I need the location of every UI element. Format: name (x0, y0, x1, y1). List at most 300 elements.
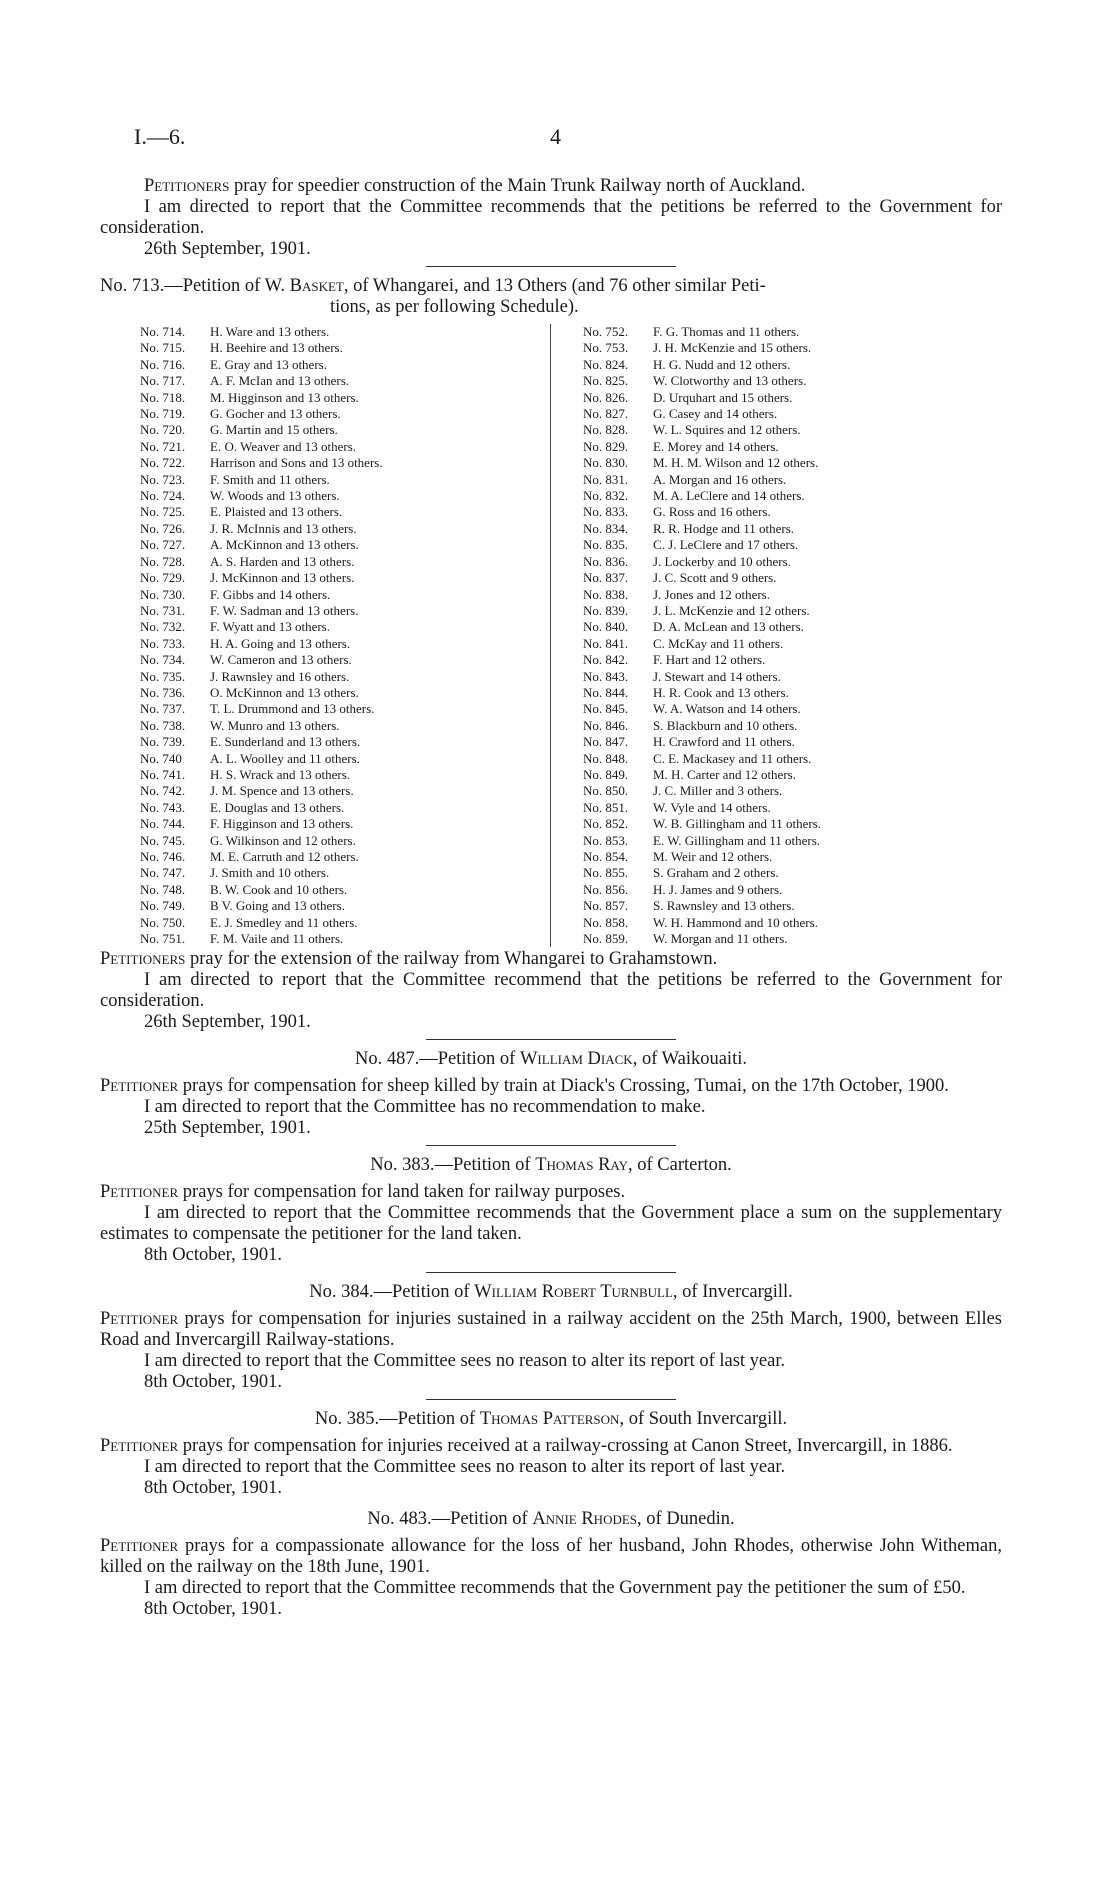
entry-number: No. 827. (583, 406, 629, 422)
entry-petitioner: J. Lockerby and 10 others. (653, 553, 791, 569)
entry-petitioner: J. C. Scott and 9 others. (653, 570, 777, 586)
heading-number: No. 483.—Petition of (367, 1509, 533, 1530)
schedule-entry (583, 390, 1002, 406)
schedule-entry (583, 422, 1002, 438)
entry-number: No. 719. (140, 406, 186, 422)
entry-number: No. 832. (583, 488, 629, 504)
entry-petitioner: F. Higginson and 13 others. (210, 816, 354, 832)
petitioner-name: William Diack (519, 1049, 633, 1070)
entry-petitioner: F. Smith and 11 others. (210, 471, 330, 487)
report-date: 25th September, 1901. (144, 1118, 311, 1139)
entry-number: No. 741. (140, 766, 186, 782)
entry-number: No. 846. (583, 717, 629, 733)
entry-number: No. 730. (140, 586, 186, 602)
entry-number: No. 837. (583, 570, 629, 586)
schedule-entry (140, 669, 550, 685)
entry-number: No. 834. (583, 520, 629, 536)
entry-number: No. 736. (140, 684, 186, 700)
schedule-entry (583, 685, 1002, 701)
entry-number: No. 729. (140, 570, 186, 586)
lead-word: Petitioner (100, 1436, 179, 1457)
entry-number: No. 838. (583, 586, 629, 602)
report-date: 26th September, 1901. (144, 239, 311, 259)
lead-word: Petitioner (100, 1182, 179, 1203)
entry-petitioner: J. Jones and 12 others. (653, 586, 770, 602)
entry-petitioner: W. L. Squires and 12 others. (653, 422, 801, 438)
heading-place: , of Invercargill. (672, 1282, 793, 1303)
schedule-entry (140, 324, 550, 340)
entry-petitioner: W. Munro and 13 others. (210, 717, 340, 733)
entry-petitioner: F. Hart and 12 others. (653, 652, 766, 668)
entry-petitioner: H. Crawford and 11 others. (653, 734, 795, 750)
entry-number: No. 833. (583, 504, 629, 520)
prayer-text: prays for compensation for injuries sustained in a railway accident on the 25th March, 1900, between Elles Road and Invercargill Railway-stations. (100, 1309, 1002, 1351)
report-paragraph: I am directed to report that the Committee sees no reason to alter its report of last year. (144, 1351, 786, 1372)
schedule-entry (140, 587, 550, 603)
prayer-paragraph (100, 1436, 1002, 1457)
lead-word: Petitioners (144, 176, 230, 196)
entry-number: No. 735. (140, 668, 186, 684)
entry-petitioner: G. Wilkinson and 12 others. (210, 832, 356, 848)
entry-number: No. 726. (140, 520, 186, 536)
schedule-entry (583, 669, 1002, 685)
schedule-entry (140, 718, 550, 734)
entry-petitioner: E. Douglas and 13 others. (210, 799, 345, 815)
section-petition-483 (100, 1509, 1002, 1620)
entry-number: No. 824. (583, 356, 629, 372)
entry-petitioner: G. Martin and 15 others. (210, 422, 338, 438)
lead-word: Petitioner (100, 1076, 179, 1097)
entry-number: No. 723. (140, 471, 186, 487)
schedule-entry (140, 783, 550, 799)
entry-petitioner: G. Ross and 16 others. (653, 504, 771, 520)
paper-reference: I.—6. (134, 124, 186, 149)
entry-number: No. 830. (583, 455, 629, 471)
entry-petitioner: M. H. M. Wilson and 12 others. (653, 455, 819, 471)
entry-petitioner: J. H. McKenzie and 15 others. (653, 340, 812, 356)
section-petition-383 (100, 1155, 1002, 1266)
entry-number: No. 734. (140, 652, 186, 668)
section-divider (426, 1145, 676, 1146)
heading-number: No. 385.—Petition of (314, 1409, 480, 1430)
heading-place: , of Carterton. (628, 1155, 732, 1176)
entry-petitioner: F. M. Vaile and 11 others. (210, 931, 344, 947)
entry-petitioner: Harrison and Sons and 13 others. (210, 455, 383, 471)
report-paragraph: I am directed to report that the Committee recommends that the Government pay the petitioner the sum of £50. (144, 1578, 966, 1599)
schedule-entry (140, 751, 550, 767)
section-divider (426, 1039, 676, 1040)
schedule-entry (583, 931, 1002, 947)
schedule-entry (583, 603, 1002, 619)
report-paragraph: I am directed to report that the Committee recommend that the petitions be referred to the Government for consideration. (100, 970, 1002, 1012)
entry-petitioner: O. McKinnon and 13 others. (210, 684, 359, 700)
heading-continuation: tions, as per following Schedule). (330, 297, 579, 317)
entry-petitioner: W. H. Hammond and 10 others. (653, 914, 818, 930)
petition-schedule (100, 324, 1002, 947)
schedule-entry (583, 472, 1002, 488)
schedule-entry (583, 324, 1002, 340)
entry-petitioner: A. S. Harden and 13 others. (210, 553, 355, 569)
schedule-entry (140, 357, 550, 373)
entry-petitioner: H. J. James and 9 others. (653, 881, 783, 897)
entry-number: No. 728. (140, 553, 186, 569)
schedule-entry (140, 603, 550, 619)
schedule-entry (583, 570, 1002, 586)
entry-petitioner: W. B. Gillingham and 11 others. (653, 816, 822, 832)
section-petition-385 (100, 1409, 1002, 1499)
entry-petitioner: D. Urquhart and 15 others. (653, 389, 793, 405)
entry-number: No. 751. (140, 931, 186, 947)
entry-number: No. 828. (583, 422, 629, 438)
entry-number: No. 859. (583, 931, 629, 947)
schedule-entry (140, 636, 550, 652)
entry-number: No. 716. (140, 356, 186, 372)
entry-number: No. 855. (583, 865, 629, 881)
entry-number: No. 745. (140, 832, 186, 848)
schedule-entry (140, 701, 550, 717)
entry-petitioner: G. Casey and 14 others. (653, 406, 778, 422)
lead-word: Petitioner (100, 1536, 179, 1557)
schedule-entry (140, 406, 550, 422)
entry-number: No. 841. (583, 635, 629, 651)
entry-petitioner: B. W. Cook and 10 others. (210, 881, 348, 897)
entry-petitioner: J. Smith and 10 others. (210, 865, 330, 881)
schedule-entry (140, 833, 550, 849)
entry-petitioner: F. W. Sadman and 13 others. (210, 602, 359, 618)
entry-petitioner: M. E. Carruth and 12 others. (210, 849, 359, 864)
section-petition-487 (100, 1049, 1002, 1139)
entry-number: No. 753. (583, 340, 629, 356)
petition-heading (100, 1282, 1002, 1303)
entry-number: No. 744. (140, 816, 186, 832)
entry-number: No. 844. (583, 684, 629, 700)
entry-number: No. 724. (140, 488, 186, 504)
entry-petitioner: W. Vyle and 14 others. (653, 799, 771, 815)
petitioner-name: Basket (289, 276, 344, 296)
schedule-entry (583, 406, 1002, 422)
schedule-left-column (100, 324, 551, 947)
entry-number: No. 848. (583, 750, 629, 766)
prayer-text: pray for the extension of the railway from Whangarei to Grahamstown. (185, 949, 718, 970)
prayer-text: prays for compensation for sheep killed by train at Diack's Crossing, Tumai, on the 17th October, 1900. (178, 1076, 949, 1097)
entry-petitioner: J. McKinnon and 13 others. (210, 570, 355, 586)
entry-petitioner: M. Higginson and 13 others. (210, 389, 359, 405)
entry-petitioner: F. Wyatt and 13 others. (210, 619, 330, 635)
entry-number: No. 840. (583, 619, 629, 635)
entry-number: No. 752. (583, 324, 629, 339)
lead-word: Petitioner (100, 1309, 179, 1330)
entry-number: No. 831. (583, 471, 629, 487)
petitioner-name: Annie Rhodes (532, 1509, 638, 1530)
heading-place: , of Whangarei, and 13 Others (and 76 other similar Peti- (343, 276, 766, 296)
entry-petitioner: W. A. Watson and 14 others. (653, 701, 801, 717)
entry-number: No. 750. (140, 914, 186, 930)
schedule-entry (583, 783, 1002, 799)
report-paragraph: I am directed to report that the Committee recommends that the petitions be referred to the Government for consideration. (100, 197, 1002, 238)
lead-word: Petitioners (100, 949, 186, 970)
entry-petitioner: W. Woods and 13 others. (210, 488, 340, 504)
schedule-entry (583, 800, 1002, 816)
entry-petitioner: M. A. LeClere and 14 others. (653, 488, 805, 504)
entry-petitioner: J. M. Spence and 13 others. (210, 783, 354, 799)
entry-number: No. 738. (140, 717, 186, 733)
schedule-entry (140, 652, 550, 668)
section-petition-713 (100, 276, 1002, 1033)
schedule-entry (140, 373, 550, 389)
report-paragraph: I am directed to report that the Committee has no recommendation to make. (144, 1097, 706, 1118)
entry-petitioner: A. McKinnon and 13 others. (210, 537, 359, 553)
entry-number: No. 851. (583, 799, 629, 815)
schedule-entry (583, 439, 1002, 455)
prayer-paragraph (100, 949, 1002, 970)
schedule-entry (583, 340, 1002, 356)
prayer-text: prays for a compassionate allowance for the loss of her husband, John Rhodes, otherwise John Witheman, killed on the railway on the 18th June, 1901. (100, 1536, 1002, 1578)
entry-petitioner: H. R. Cook and 13 others. (653, 684, 789, 700)
schedule-entry (140, 537, 550, 553)
entry-number: No. 854. (583, 849, 629, 864)
entry-petitioner: D. A. McLean and 13 others. (653, 619, 804, 635)
entry-petitioner: C. McKay and 11 others. (653, 635, 784, 651)
heading-place: , of Waikouaiti. (632, 1049, 747, 1070)
prayer-text: prays for compensation for injuries received at a railway-crossing at Canon Street, Invercargill, in 1886. (178, 1436, 953, 1457)
schedule-entry (140, 619, 550, 635)
schedule-entry (583, 357, 1002, 373)
petition-heading (100, 1049, 1002, 1070)
schedule-right-column (551, 324, 1002, 947)
entry-petitioner: J. R. McInnis and 13 others. (210, 520, 357, 536)
entry-number: No. 739. (140, 734, 186, 750)
prayer-paragraph (100, 1076, 1002, 1097)
entry-petitioner: E. W. Gillingham and 11 others. (653, 832, 821, 848)
entry-petitioner: E. O. Weaver and 13 others. (210, 438, 357, 454)
prayer-text: prays for compensation for land taken for railway purposes. (178, 1182, 626, 1203)
entry-petitioner: B V. Going and 13 others. (210, 898, 345, 914)
schedule-entry (140, 390, 550, 406)
schedule-entry (140, 340, 550, 356)
petition-heading (100, 276, 1002, 318)
entry-number: No. 731. (140, 602, 186, 618)
entry-number: No. 733. (140, 635, 186, 651)
entry-number: No. 839. (583, 602, 629, 618)
schedule-entry (583, 915, 1002, 931)
entry-number: No. 740 (140, 750, 182, 766)
schedule-entry (140, 800, 550, 816)
schedule-entry (583, 701, 1002, 717)
schedule-entry (583, 865, 1002, 881)
page-number: 4 (550, 124, 561, 149)
heading-number: No. 713.—Petition of W. (100, 276, 290, 296)
entry-number: No. 742. (140, 783, 186, 799)
schedule-entry (583, 504, 1002, 520)
entry-number: No. 749. (140, 898, 186, 914)
schedule-entry (583, 521, 1002, 537)
entry-petitioner: E. J. Smedley and 11 others. (210, 914, 358, 930)
schedule-entry (140, 570, 550, 586)
report-date: 8th October, 1901. (144, 1599, 282, 1620)
petition-heading (100, 1509, 1002, 1530)
schedule-entry (583, 587, 1002, 603)
schedule-entry (140, 439, 550, 455)
heading-number: No. 383.—Petition of (370, 1155, 536, 1176)
entry-number: No. 746. (140, 849, 186, 864)
schedule-entry (583, 554, 1002, 570)
schedule-entry (583, 488, 1002, 504)
entry-petitioner: C. E. Mackasey and 11 others. (653, 750, 812, 766)
entry-number: No. 825. (583, 373, 629, 389)
entry-number: No. 727. (140, 537, 186, 553)
prayer-text: pray for speedier construction of the Main Trunk Railway north of Auckland. (229, 176, 806, 196)
section-main-trunk (100, 176, 1002, 260)
schedule-entry (140, 472, 550, 488)
schedule-entry (583, 718, 1002, 734)
document-body (100, 176, 1002, 1620)
entry-number: No. 748. (140, 881, 186, 897)
entry-number: No. 852. (583, 816, 629, 832)
schedule-entry (140, 422, 550, 438)
report-date: 8th October, 1901. (144, 1245, 282, 1266)
entry-petitioner: A. F. McIan and 13 others. (210, 373, 350, 389)
entry-petitioner: H. A. Going and 13 others. (210, 635, 351, 651)
entry-number: No. 849. (583, 766, 629, 782)
entry-number: No. 857. (583, 898, 629, 914)
entry-petitioner: J. Stewart and 14 others. (653, 668, 781, 684)
petition-heading (100, 1409, 1002, 1430)
entry-number: No. 842. (583, 652, 629, 668)
schedule-entry (140, 898, 550, 914)
entry-number: No. 826. (583, 389, 629, 405)
entry-petitioner: A. L. Woolley and 11 others. (210, 750, 360, 766)
entry-number: No. 847. (583, 734, 629, 750)
entry-number: No. 856. (583, 881, 629, 897)
schedule-entry (583, 882, 1002, 898)
entry-petitioner: W. Clotworthy and 13 others. (653, 373, 807, 389)
entry-petitioner: G. Gocher and 13 others. (210, 406, 341, 422)
entry-number: No. 747. (140, 865, 186, 881)
schedule-entry (140, 767, 550, 783)
entry-petitioner: J. Rawnsley and 16 others. (210, 668, 350, 684)
entry-number: No. 743. (140, 799, 186, 815)
heading-number: No. 487.—Petition of (355, 1049, 520, 1070)
entry-number: No. 722. (140, 455, 186, 471)
schedule-entry (583, 619, 1002, 635)
report-paragraph: I am directed to report that the Committee sees no reason to alter its report of last year. (144, 1457, 786, 1478)
report-date: 26th September, 1901. (144, 1012, 311, 1033)
report-date: 8th October, 1901. (144, 1372, 282, 1393)
section-divider (426, 1399, 676, 1400)
schedule-entry (140, 521, 550, 537)
schedule-entry (583, 537, 1002, 553)
entry-petitioner: J. L. McKenzie and 12 others. (653, 602, 810, 618)
entry-number: No. 853. (583, 832, 629, 848)
entry-petitioner: M. H. Carter and 12 others. (653, 766, 796, 782)
schedule-entry (583, 373, 1002, 389)
section-petition-384 (100, 1282, 1002, 1393)
schedule-entry (140, 504, 550, 520)
section-divider (426, 1272, 676, 1273)
prayer-paragraph (100, 176, 1002, 197)
entry-petitioner: S. Graham and 2 others. (653, 865, 779, 881)
entry-petitioner: W. Morgan and 11 others. (653, 931, 788, 947)
entry-number: No. 850. (583, 783, 629, 799)
entry-petitioner: E. Morey and 14 others. (653, 438, 779, 454)
petition-heading (100, 1155, 1002, 1176)
schedule-entry (140, 865, 550, 881)
schedule-entry (140, 734, 550, 750)
schedule-entry (583, 816, 1002, 832)
entry-petitioner: F. Gibbs and 14 others. (210, 586, 331, 602)
entry-number: No. 737. (140, 701, 186, 717)
schedule-entry (583, 849, 1002, 865)
entry-petitioner: S. Rawnsley and 13 others. (653, 898, 795, 914)
entry-petitioner: H. Ware and 13 others. (210, 324, 330, 339)
entry-number: No. 845. (583, 701, 629, 717)
schedule-entry (583, 636, 1002, 652)
entry-petitioner: J. C. Miller and 3 others. (653, 783, 783, 799)
heading-place: , of Dunedin. (637, 1509, 735, 1530)
entry-number: No. 718. (140, 389, 186, 405)
entry-number: No. 721. (140, 438, 186, 454)
report-paragraph: I am directed to report that the Committee recommends that the Government place a sum on the supplementary estimates to compensate the petitioner for the land taken. (100, 1203, 1002, 1245)
entry-number: No. 715. (140, 340, 186, 356)
entry-petitioner: A. Morgan and 16 others. (653, 471, 787, 487)
prayer-paragraph (100, 1182, 1002, 1203)
entry-petitioner: H. S. Wrack and 13 others. (210, 766, 351, 782)
entry-petitioner: E. Sunderland and 13 others. (210, 734, 361, 750)
schedule-entry (140, 488, 550, 504)
petitioner-name: Thomas Ray (535, 1155, 628, 1176)
report-date: 8th October, 1901. (144, 1478, 282, 1499)
entry-number: No. 843. (583, 668, 629, 684)
entry-number: No. 858. (583, 914, 629, 930)
entry-petitioner: H. G. Nudd and 12 others. (653, 356, 791, 372)
schedule-entry (140, 816, 550, 832)
heading-number: No. 384.—Petition of (309, 1282, 475, 1303)
entry-number: No. 725. (140, 504, 186, 520)
entry-petitioner: F. G. Thomas and 11 others. (653, 324, 800, 339)
entry-number: No. 720. (140, 422, 186, 438)
petitioner-name: William Robert Turnbull (474, 1282, 673, 1303)
entry-number: No. 829. (583, 438, 629, 454)
schedule-entry (140, 915, 550, 931)
entry-petitioner: H. Beehire and 13 others. (210, 340, 343, 356)
entry-number: No. 732. (140, 619, 186, 635)
heading-place: , of South Invercargill. (619, 1409, 788, 1430)
entry-petitioner: E. Gray and 13 others. (210, 356, 327, 372)
entry-number: No. 836. (583, 553, 629, 569)
entry-petitioner: R. R. Hodge and 11 others. (653, 520, 795, 536)
entry-number: No. 714. (140, 324, 186, 339)
schedule-entry (140, 882, 550, 898)
schedule-entry (140, 685, 550, 701)
schedule-entry (583, 751, 1002, 767)
schedule-entry (583, 898, 1002, 914)
schedule-entry (583, 833, 1002, 849)
section-divider (426, 266, 676, 267)
schedule-entry (140, 931, 550, 947)
entry-petitioner: S. Blackburn and 10 others. (653, 717, 798, 733)
entry-petitioner: M. Weir and 12 others. (653, 849, 773, 864)
prayer-paragraph (100, 1536, 1002, 1578)
schedule-entry (583, 734, 1002, 750)
petitioner-name: Thomas Patterson (479, 1409, 620, 1430)
schedule-entry (583, 455, 1002, 471)
entry-petitioner: W. Cameron and 13 others. (210, 652, 352, 668)
entry-petitioner: E. Plaisted and 13 others. (210, 504, 343, 520)
entry-number: No. 835. (583, 537, 629, 553)
entry-petitioner: C. J. LeClere and 17 others. (653, 537, 799, 553)
entry-petitioner: T. L. Drummond and 13 others. (210, 701, 375, 717)
schedule-entry (140, 849, 550, 865)
